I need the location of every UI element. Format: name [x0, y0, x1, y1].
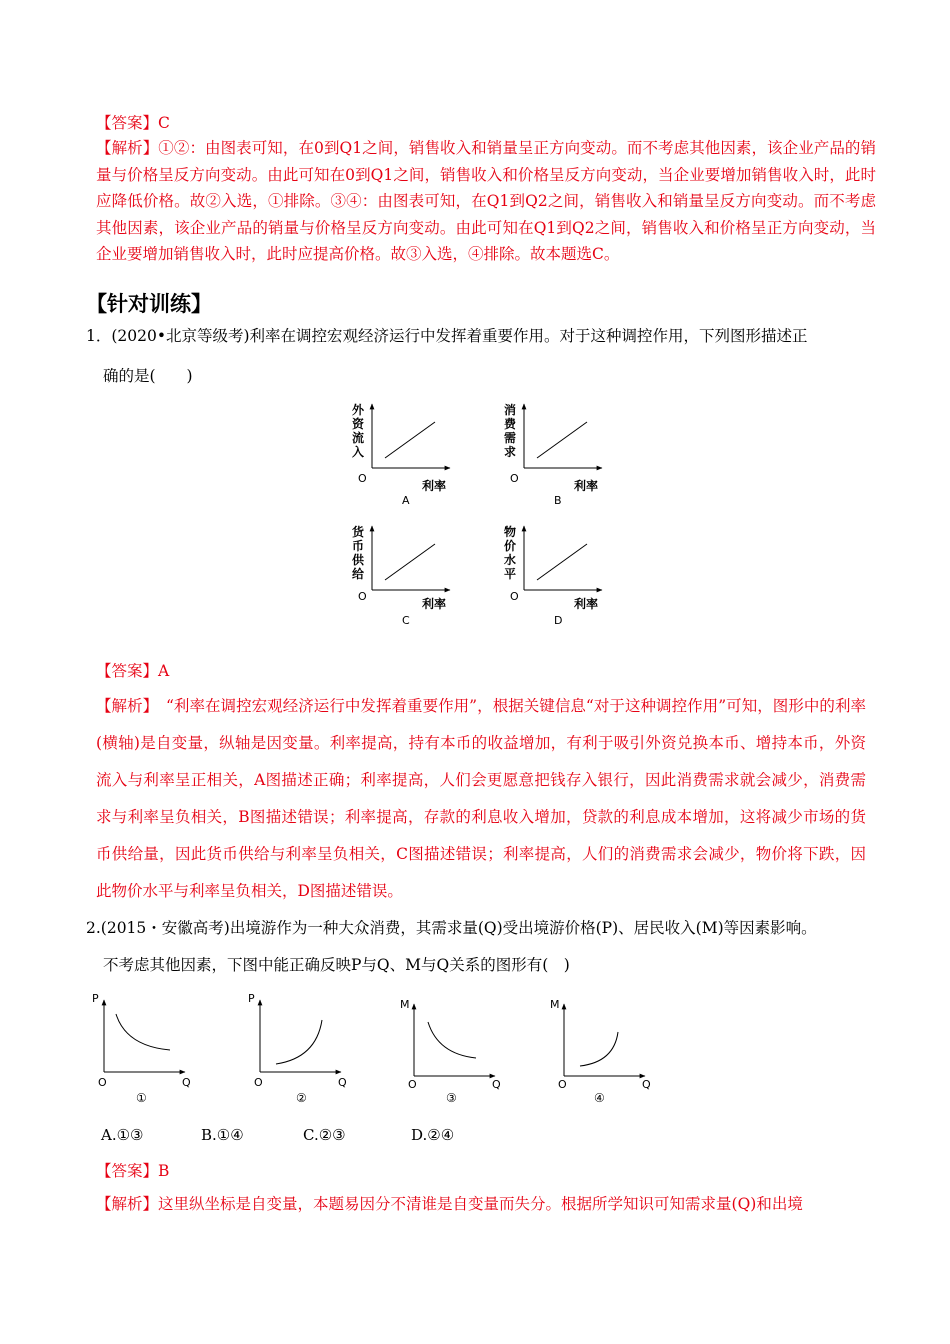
- q1-b-origin: O: [510, 472, 519, 485]
- q1-b-caption: B: [554, 494, 562, 507]
- q1-b-ylabel-1: 消: [504, 403, 517, 417]
- q1-b-xlabel: 利率: [574, 479, 599, 493]
- q1-c-ylabel-4: 给: [352, 567, 365, 581]
- q1-a-origin: O: [358, 472, 367, 485]
- q2-analysis-label: 【解析】: [96, 1195, 159, 1213]
- q1-graph-c: [352, 524, 450, 627]
- q2-1-caption: ①: [136, 1091, 147, 1105]
- q1-stem-line1: 1．(2020•北京等级考)利率在调控宏观经济运行中发挥着重要作用。对于这种调控作用，下列图形描述正: [86, 327, 808, 345]
- q1-b-ylabel-2: 费: [504, 417, 517, 431]
- q2-option-d: D.②④: [411, 1126, 455, 1144]
- q2-4-caption: ④: [594, 1091, 605, 1105]
- answer-value: C: [158, 114, 170, 132]
- q1-d-ylabel-2: 价: [504, 539, 517, 553]
- q1-answer-value: A: [158, 662, 170, 680]
- q2-2-caption: ②: [296, 1091, 307, 1105]
- q1-b-ylabel-3: 需: [504, 431, 517, 445]
- q1-graph-b: [504, 402, 602, 507]
- q2-analysis-text: 这里纵坐标是自变量，本题易因分不清谁是自变量而失分。根据所学知识可知需求量(Q)和出境: [158, 1195, 803, 1213]
- analysis-text: ①②：由图表可知，在0到Q1之间，销售收入和销量呈正方向变动。而不考虑其他因素，该企业产品的销量与价格呈反方向变动。由此可知在0到Q1之间，销售收入和价格呈反方向变动，当企业要增加销售收入时，此时应降低价格。故②入选，①排除。③④：由图表可知，在Q1到Q2之间，销售收入和销量呈反方向变动。而不考虑其他因素，该企业产品的销量与价格呈反方向变动。由此可知在Q1到Q2之间，销售收入和价格呈正方向变动，当企业要增加销售收入时，此时应提高价格。故③入选，④排除。故本题选C。: [96, 139, 876, 263]
- q1-a-caption: A: [402, 494, 410, 507]
- q2-4-xlabel: Q: [642, 1078, 651, 1091]
- q2-answer-line: [96, 1161, 169, 1181]
- q1-answer-label: 【答案】: [96, 662, 159, 680]
- q1-c-caption: C: [402, 614, 410, 627]
- q2-3-ylabel: M: [400, 998, 410, 1011]
- q1-graphs: [340, 396, 620, 636]
- q1-d-ylabel-1: 物: [504, 525, 517, 539]
- q2-3-caption: ③: [446, 1091, 457, 1105]
- q2-answer-value: B: [158, 1162, 170, 1180]
- q1-graph-d: [504, 524, 602, 627]
- q2-option-a: A.①③: [101, 1126, 144, 1144]
- q1-c-ylabel-1: 货: [352, 525, 365, 539]
- q2-graph-4: [550, 998, 651, 1105]
- q1-c-ylabel-3: 供: [352, 553, 365, 567]
- q1-a-xlabel: 利率: [422, 479, 447, 493]
- q1-d-ylabel-3: 水: [504, 553, 517, 567]
- q2-3-xlabel: Q: [492, 1078, 501, 1091]
- q2-stem-line2: 不考虑其他因素，下图中能正确反映P与Q、M与Q关系的图形有( ): [103, 956, 570, 974]
- q1-a-ylabel-1: 外: [352, 403, 365, 417]
- analysis-block-1: [96, 135, 876, 268]
- q1-stem-line2: 确的是( ): [103, 367, 193, 385]
- q2-2-ylabel: P: [248, 992, 255, 1005]
- q1-analysis-label: 【解析】: [96, 697, 151, 715]
- answer-label: 【答案】: [96, 114, 159, 132]
- q2-1-ylabel: P: [92, 992, 99, 1005]
- q1-c-xlabel: 利率: [422, 597, 447, 611]
- q1-a-ylabel-2: 资: [352, 417, 365, 431]
- q1-b-ylabel-4: 求: [504, 445, 517, 459]
- q2-2-xlabel: Q: [338, 1076, 347, 1089]
- q2-2-origin: O: [254, 1076, 263, 1089]
- q1-answer-line: [96, 661, 169, 681]
- q2-4-ylabel: M: [550, 998, 560, 1011]
- q2-option-b: B.①④: [201, 1126, 244, 1144]
- q2-graph-2: [248, 992, 347, 1105]
- q1-a-ylabel-4: 入: [352, 445, 365, 459]
- q2-4-origin: O: [558, 1078, 567, 1091]
- q2-graphs: [90, 986, 670, 1106]
- answer-line-1: [96, 113, 170, 133]
- q2-option-c: C.②③: [303, 1126, 346, 1144]
- q2-answer-label: 【答案】: [96, 1162, 159, 1180]
- q2-3-origin: O: [408, 1078, 417, 1091]
- q1-c-origin: O: [358, 590, 367, 603]
- q2-analysis-line: [96, 1194, 803, 1214]
- q2-graph-1: [92, 992, 191, 1105]
- q1-a-ylabel-3: 流: [352, 431, 365, 445]
- q1-d-xlabel: 利率: [574, 597, 599, 611]
- analysis-label: 【解析】: [96, 139, 159, 157]
- section-heading: 【针对训练】: [86, 292, 212, 316]
- q1-d-ylabel-4: 平: [504, 567, 517, 581]
- q1-c-ylabel-2: 币: [352, 539, 365, 553]
- q2-1-origin: O: [98, 1076, 107, 1089]
- q1-d-caption: D: [554, 614, 563, 627]
- q2-1-xlabel: Q: [182, 1076, 191, 1089]
- q2-stem-line1: 2.(2015・安徽高考)出境游作为一种大众消费，其需求量(Q)受出境游价格(P)、居民收入(M)等因素影响。: [86, 919, 817, 937]
- q1-d-origin: O: [510, 590, 519, 603]
- q1-analysis-block: [96, 688, 866, 910]
- q1-graph-a: [352, 403, 450, 507]
- q2-graph-3: [400, 998, 501, 1105]
- q1-analysis-text: “利率在调控宏观经济运行中发挥着重要作用”，根据关键信息“对于这种调控作用”可知，图形中的利率(横轴)是自变量，纵轴是因变量。利率提高，持有本币的收益增加，有利于吸引外资兑换本币、增持本币，外资流入与利率呈正相关，A图描述正确；利率提高，人们会更愿意把钱存入银行，因此消费需求就会减少，消费需求与利率呈负相关，B图描述错误；利率提高，存款的利息收入增加，贷款的利息成本增加，这将减少市场的货币供给量，因此货币供给与利率呈负相关，C图描述错误；利率提高，人们的消费需求会减少，物价将下跌，因此物价水平与利率呈负相关，D图描述错误。: [96, 697, 866, 900]
